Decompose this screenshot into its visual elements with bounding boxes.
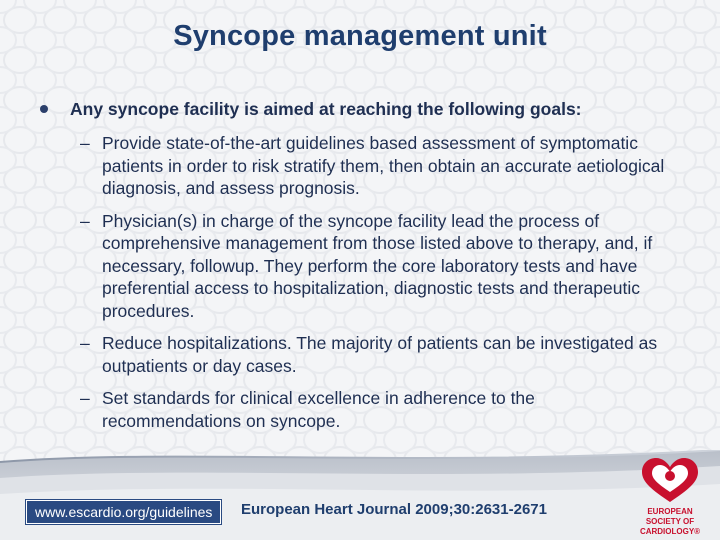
heart-logo-icon <box>642 458 698 502</box>
list-item <box>80 210 678 323</box>
main-bullet-text: Any syncope facility is aimed at reaching the following goals: <box>70 99 582 119</box>
bullet-dot-icon <box>40 105 48 113</box>
slide-content <box>38 98 678 442</box>
journal-citation: European Heart Journal 2009;30:2631-2671 <box>241 501 547 518</box>
logo-line-3: CARDIOLOGY® <box>639 527 701 536</box>
list-item <box>80 332 678 377</box>
goals-list <box>80 132 678 432</box>
logo-line-2: SOCIETY OF <box>645 517 695 526</box>
logo-line-1: EUROPEAN <box>647 507 693 516</box>
list-item-text: Provide state-of-the-art guidelines based assessment of symptomatic patients in order to risk stratify them, then obtain an accurate aetiological diagnosis, and assess prognosis. <box>102 133 665 198</box>
slide-title: Syncope management unit <box>173 20 547 52</box>
main-bullet <box>38 98 678 120</box>
esc-logo <box>628 454 712 540</box>
dash-icon: – <box>80 333 90 353</box>
guidelines-url-link[interactable]: www.escardio.org/guidelines <box>26 500 221 524</box>
dash-icon: – <box>80 388 90 408</box>
list-item <box>80 132 678 200</box>
dash-icon: – <box>80 133 90 153</box>
list-item <box>80 387 678 432</box>
list-item-text: Reduce hospitalizations. The majority of patients can be investigated as outpatients or day cases. <box>102 333 658 376</box>
list-item-text: Set standards for clinical excellence in adherence to the recommendations on syncope. <box>102 388 535 431</box>
list-item-text: Physician(s) in charge of the syncope facility lead the process of comprehensive management from those listed above to therapy, and, if necessary, followup. They perform the core laboratory tests and have preferential access to hospitalization, diagnostic tests and therapeutic procedures. <box>102 210 653 321</box>
dash-icon: – <box>80 210 90 231</box>
footer-wave <box>0 450 720 540</box>
footer <box>0 450 720 540</box>
